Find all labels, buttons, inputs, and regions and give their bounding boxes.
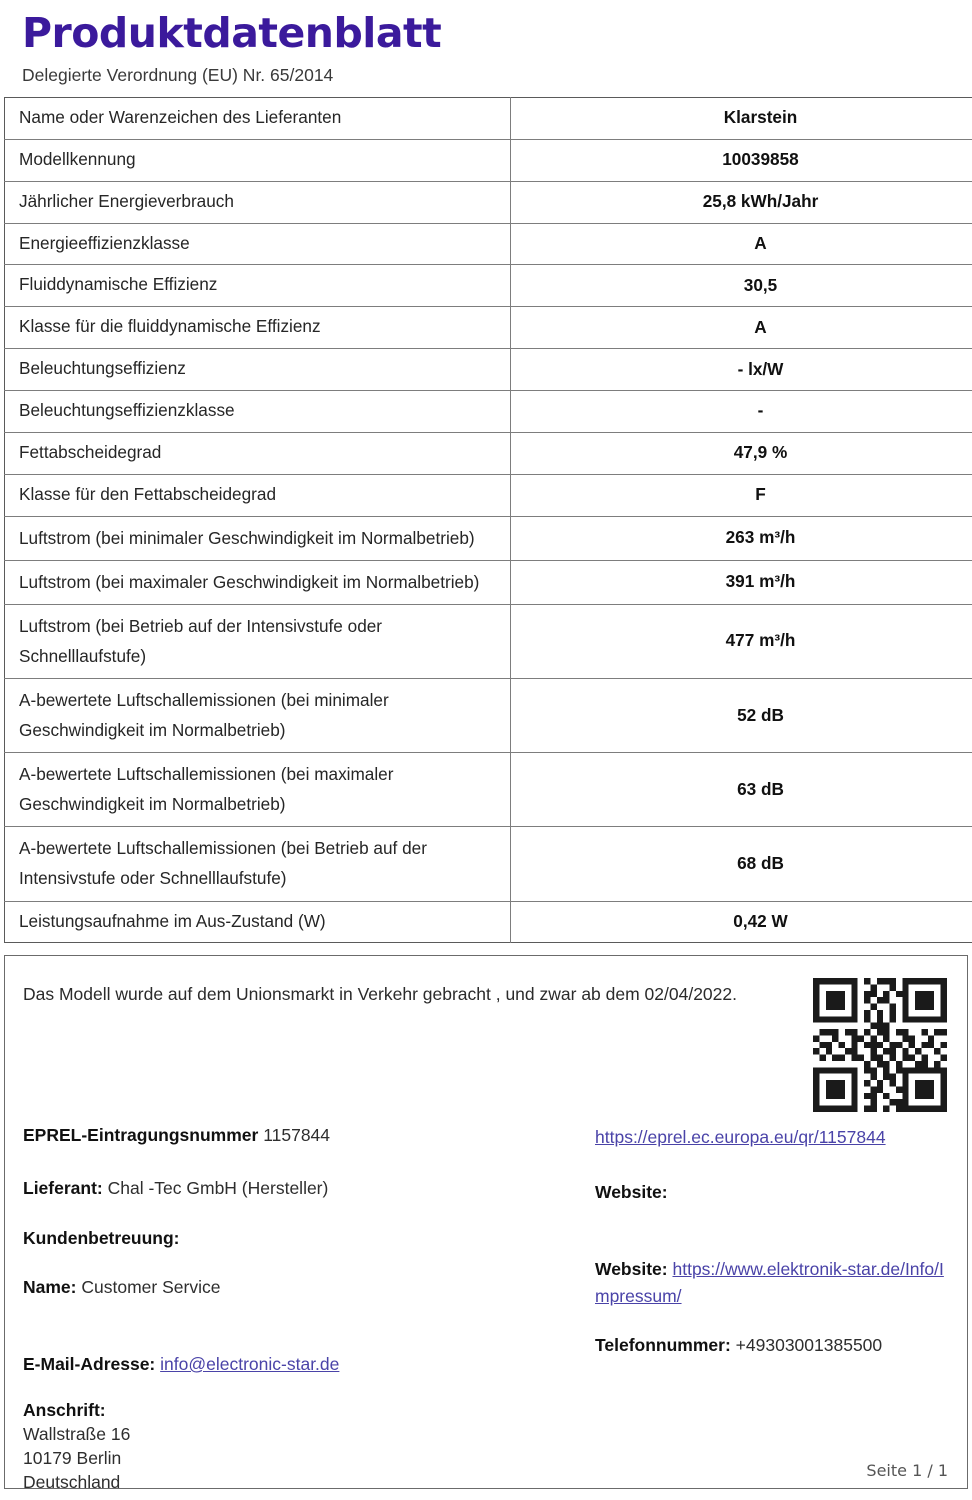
spec-value: 63 dB	[511, 753, 972, 827]
spec-label: Name oder Warenzeichen des Lieferanten	[5, 98, 511, 140]
spec-label: Klasse für den Fettabscheidegrad	[5, 474, 511, 516]
email-label: E-Mail-Adresse:	[23, 1353, 156, 1374]
spec-value: A	[511, 223, 972, 265]
spec-value: 263 m³/h	[511, 516, 972, 560]
table-row	[5, 391, 972, 433]
table-row	[5, 349, 972, 391]
spec-value: 25,8 kWh/Jahr	[511, 181, 972, 223]
website-heading-row	[595, 1181, 947, 1205]
spec-value: 30,5	[511, 265, 972, 307]
website-url-row	[595, 1256, 947, 1310]
table-row	[5, 753, 972, 827]
table-row	[5, 432, 972, 474]
eprel-number: 1157844	[263, 1125, 331, 1146]
supplier-label: Lieferant:	[23, 1178, 103, 1199]
spec-value: 391 m³/h	[511, 560, 972, 604]
contact-right-column	[595, 1124, 947, 1358]
regulation-subtitle: Delegierte Verordnung (EU) Nr. 65/2014	[22, 65, 334, 86]
specification-table	[4, 97, 972, 943]
eprel-label: EPREL-Eintragungsnummer	[23, 1125, 259, 1146]
table-row	[5, 265, 972, 307]
contact-name-row	[23, 1276, 583, 1300]
spec-label: A-bewertete Luftschallemissionen (bei minimaler Geschwindigkeit im Normalbetrieb)	[5, 679, 511, 753]
table-row	[5, 827, 972, 901]
phone-value: +49303001385500	[735, 1335, 883, 1356]
table-row	[5, 98, 972, 140]
eprel-url-row	[595, 1124, 947, 1151]
address-line-3: Deutschland	[23, 1472, 121, 1493]
table-row	[5, 139, 972, 181]
spec-value: A	[511, 307, 972, 349]
page-footer: Seite 1 / 1	[866, 1461, 948, 1480]
contact-details	[5, 1124, 967, 1493]
email-row	[23, 1353, 583, 1377]
spec-value: F	[511, 474, 972, 516]
document-header	[0, 0, 972, 86]
table-row	[5, 604, 972, 678]
spec-value: 68 dB	[511, 827, 972, 901]
spec-label: Beleuchtungseffizienz	[5, 349, 511, 391]
spec-label: Klasse für die fluiddynamische Effizienz	[5, 307, 511, 349]
table-row	[5, 307, 972, 349]
spec-label: Energieeffizienzklasse	[5, 223, 511, 265]
contact-left-column	[23, 1124, 583, 1494]
name-value: Customer Service	[81, 1277, 221, 1298]
table-row	[5, 474, 972, 516]
table-row	[5, 901, 972, 943]
supplier-info-box	[4, 955, 968, 1493]
name-label: Name:	[23, 1277, 77, 1298]
spec-value: 10039858	[511, 139, 972, 181]
table-row	[5, 223, 972, 265]
email-link[interactable]: info@electronic-star.de	[160, 1353, 340, 1374]
table-row	[5, 679, 972, 753]
market-placement-text: Das Modell wurde auf dem Unionsmarkt in Verkehr gebracht , und zwar ab dem 02/04/2022.	[23, 984, 737, 1005]
customer-support-heading	[23, 1227, 583, 1251]
customer-support-label: Kundenbetreuung:	[23, 1227, 180, 1248]
spec-value: 47,9 %	[511, 432, 972, 474]
table-row	[5, 516, 972, 560]
spec-label: Leistungsaufnahme im Aus-Zustand (W)	[5, 901, 511, 943]
address-line-1: Wallstraße 16	[23, 1424, 131, 1445]
spec-label: Jährlicher Energieverbrauch	[5, 181, 511, 223]
address-heading	[23, 1399, 583, 1423]
spec-label: Fettabscheidegrad	[5, 432, 511, 474]
spec-label: Luftstrom (bei maximaler Geschwindigkeit im Normalbetrieb)	[5, 560, 511, 604]
address-label: Anschrift:	[23, 1399, 106, 1420]
spec-value: 52 dB	[511, 679, 972, 753]
website-label-secondary: Website:	[595, 1259, 668, 1280]
supplier-row	[23, 1177, 583, 1201]
spec-label: Fluiddynamische Effizienz	[5, 265, 511, 307]
website-url-link[interactable]: https://www.elektronik-star.de/Info/Impressum/	[595, 1259, 944, 1307]
phone-row	[595, 1334, 947, 1358]
spec-value: -	[511, 391, 972, 433]
spec-label: Luftstrom (bei Betrieb auf der Intensivstufe oder Schnelllaufstufe)	[5, 604, 511, 678]
table-row	[5, 181, 972, 223]
phone-label: Telefonnummer:	[595, 1335, 731, 1356]
spec-value: 0,42 W	[733, 911, 788, 931]
spec-label: Modellkennung	[5, 139, 511, 181]
spec-value: - lx/W	[511, 349, 972, 391]
spec-label: Luftstrom (bei minimaler Geschwindigkeit im Normalbetrieb)	[5, 516, 511, 560]
spec-label: A-bewertete Luftschallemissionen (bei Betrieb auf der Intensivstufe oder Schnelllaufstufe)	[5, 827, 511, 901]
spec-value: 477 m³/h	[511, 604, 972, 678]
spec-value: Klarstein	[511, 98, 972, 140]
supplier-value: Chal -Tec GmbH (Hersteller)	[107, 1178, 329, 1199]
table-row	[5, 560, 972, 604]
spec-label: Beleuchtungseffizienzklasse	[5, 391, 511, 433]
eprel-registration-row	[23, 1124, 583, 1148]
spec-label: A-bewertete Luftschallemissionen (bei maximaler Geschwindigkeit im Normalbetrieb)	[5, 753, 511, 827]
address-line-2: 10179 Berlin	[23, 1448, 122, 1469]
eprel-url-link[interactable]: https://eprel.ec.europa.eu/qr/1157844	[595, 1127, 886, 1148]
website-label-primary: Website:	[595, 1181, 668, 1202]
qr-code-icon	[813, 978, 947, 1112]
page-title: Produktdatenblatt	[22, 9, 442, 57]
